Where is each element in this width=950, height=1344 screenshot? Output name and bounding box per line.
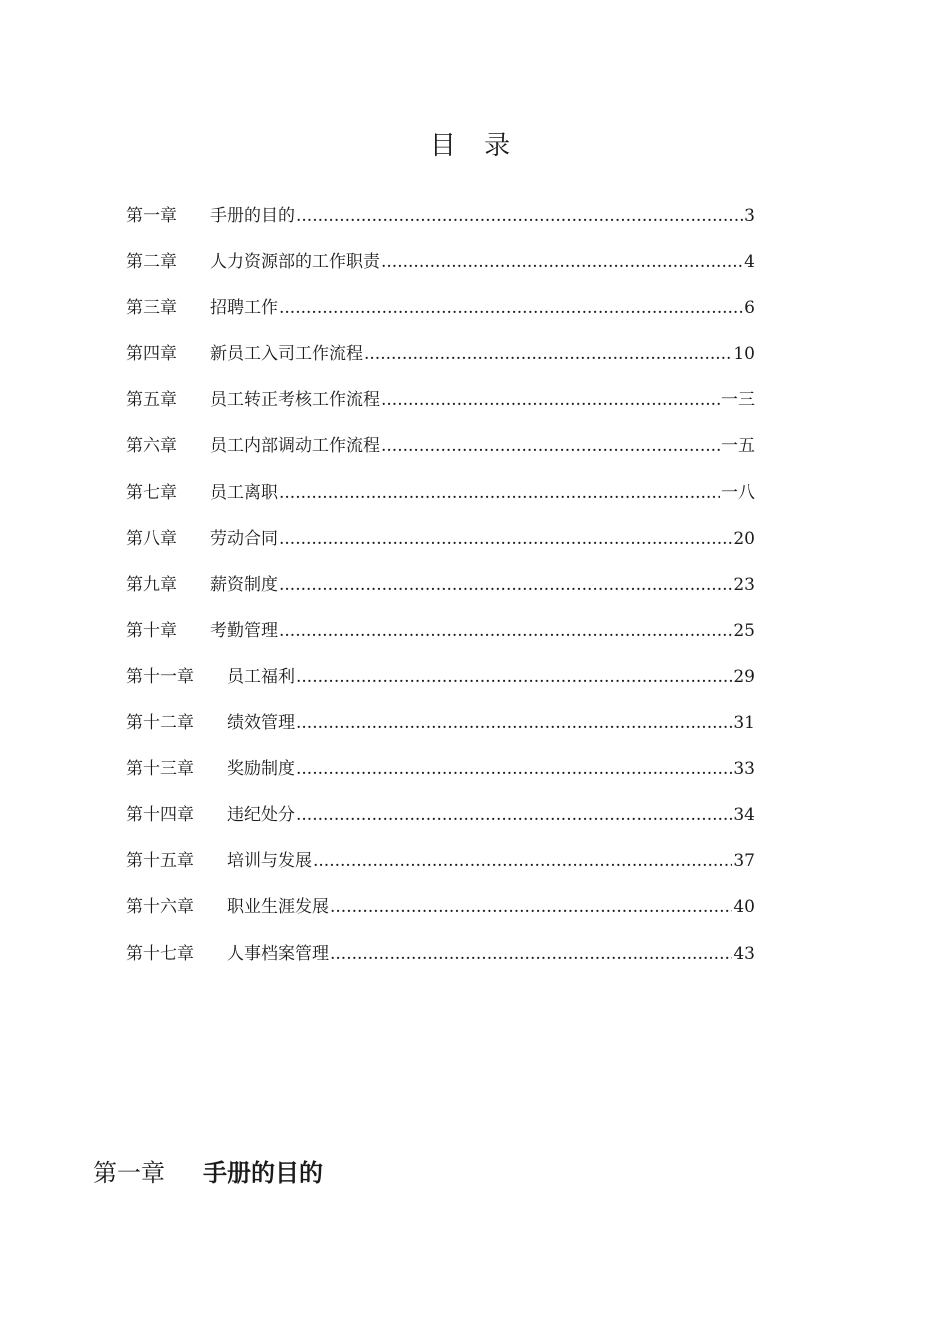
toc-entry[interactable] xyxy=(126,750,755,796)
toc-entry[interactable] xyxy=(126,289,755,335)
toc-dot-leader xyxy=(330,888,732,926)
toc-entry[interactable] xyxy=(126,520,755,566)
toc-entry[interactable] xyxy=(126,566,755,612)
toc-dot-leader xyxy=(279,612,732,650)
toc-chapter-title: 劳动合同 xyxy=(210,528,278,549)
toc-page-number: 43 xyxy=(733,943,755,964)
toc-page-number: 20 xyxy=(733,528,755,549)
toc-dot-leader xyxy=(296,197,743,235)
toc-page-number: 40 xyxy=(733,897,755,918)
toc-entry[interactable] xyxy=(126,612,755,658)
toc-dot-leader xyxy=(381,427,720,465)
toc-dot-leader xyxy=(296,750,732,788)
toc-entry[interactable] xyxy=(126,427,755,473)
toc-dot-leader xyxy=(279,474,720,512)
toc-dot-leader xyxy=(296,796,732,834)
toc-chapter-title: 人事档案管理 xyxy=(227,943,329,964)
toc-page-number: 33 xyxy=(733,759,755,780)
toc-entry[interactable] xyxy=(126,888,755,934)
toc-chapter-title: 违纪处分 xyxy=(227,805,295,826)
toc-page-number: 31 xyxy=(733,713,755,734)
toc-page-number: 23 xyxy=(733,574,755,595)
chapter-heading xyxy=(93,1153,323,1188)
toc-chapter-number: 第十七章 xyxy=(126,943,194,964)
toc-page-number: 25 xyxy=(733,620,755,641)
toc-chapter-title: 员工离职 xyxy=(210,482,278,503)
toc-chapter-number: 第十三章 xyxy=(126,759,194,780)
chapter-heading-number: 第一章 xyxy=(93,1158,165,1187)
toc-entry[interactable] xyxy=(126,935,755,981)
toc-chapter-title: 人力资源部的工作职责 xyxy=(210,252,380,273)
toc-dot-leader xyxy=(381,243,743,281)
toc-chapter-number: 第四章 xyxy=(126,344,177,365)
toc-chapter-title: 薪资制度 xyxy=(210,574,278,595)
toc-page-number: 一五 xyxy=(721,436,755,457)
toc-chapter-number: 第一章 xyxy=(126,206,177,226)
toc-page-number: 一三 xyxy=(721,390,755,411)
toc-chapter-number: 第十四章 xyxy=(126,805,194,826)
toc-entry[interactable] xyxy=(126,704,755,750)
toc-entry[interactable] xyxy=(126,243,755,289)
toc-entry[interactable] xyxy=(126,474,755,520)
toc-entry[interactable] xyxy=(126,197,755,243)
toc-chapter-number: 第十六章 xyxy=(126,897,194,918)
toc-chapter-number: 第七章 xyxy=(126,482,177,503)
toc-chapter-title: 职业生涯发展 xyxy=(227,897,329,918)
toc-page-number: 3 xyxy=(744,206,755,226)
toc-chapter-title: 员工内部调动工作流程 xyxy=(210,436,380,457)
chapter-heading-title: 手册的目的 xyxy=(203,1158,323,1187)
toc-dot-leader xyxy=(381,381,720,419)
toc-chapter-number: 第二章 xyxy=(126,252,177,273)
toc-entry[interactable] xyxy=(126,381,755,427)
toc-entry[interactable] xyxy=(126,796,755,842)
toc-chapter-title: 绩效管理 xyxy=(227,713,295,734)
toc-chapter-title: 奖励制度 xyxy=(227,759,295,780)
toc-page-number: 一八 xyxy=(721,482,755,503)
toc-chapter-number: 第六章 xyxy=(126,436,177,457)
toc-chapter-number: 第三章 xyxy=(126,298,177,319)
toc-chapter-title: 培训与发展 xyxy=(227,851,312,872)
toc-dot-leader xyxy=(330,935,732,973)
toc-dot-leader xyxy=(364,335,732,373)
toc-page-number: 29 xyxy=(733,666,755,687)
toc-chapter-number: 第五章 xyxy=(126,390,177,411)
toc-chapter-title: 员工转正考核工作流程 xyxy=(210,390,380,411)
toc-dot-leader xyxy=(279,566,732,604)
toc-page-number: 34 xyxy=(733,805,755,826)
toc-chapter-number: 第十章 xyxy=(126,620,177,641)
toc-page-number: 10 xyxy=(733,344,755,365)
toc-chapter-number: 第十一章 xyxy=(126,666,194,687)
toc-page-number: 4 xyxy=(744,252,755,273)
toc-chapter-number: 第八章 xyxy=(126,528,177,549)
toc-dot-leader xyxy=(313,842,732,880)
toc-dot-leader xyxy=(279,520,732,558)
toc-entry[interactable] xyxy=(126,335,755,381)
toc-chapter-number: 第十五章 xyxy=(126,851,194,872)
toc-dot-leader xyxy=(279,289,743,327)
toc-chapter-title: 招聘工作 xyxy=(210,298,278,319)
toc-chapter-title: 手册的目的 xyxy=(210,206,295,226)
toc-chapter-number: 第九章 xyxy=(126,574,177,595)
toc-dot-leader xyxy=(296,658,732,696)
toc-entry[interactable] xyxy=(126,658,755,704)
toc-chapter-title: 员工福利 xyxy=(227,666,295,687)
toc-chapter-number: 第十二章 xyxy=(126,713,194,734)
toc-entry[interactable] xyxy=(126,842,755,888)
toc-dot-leader xyxy=(296,704,732,742)
toc-page-number: 6 xyxy=(744,298,755,319)
toc-page-number: 37 xyxy=(733,851,755,872)
toc-chapter-title: 考勤管理 xyxy=(210,620,278,641)
toc-chapter-title: 新员工入司工作流程 xyxy=(210,344,363,365)
toc-list xyxy=(126,197,755,981)
toc-title: 目 录 xyxy=(429,131,521,162)
